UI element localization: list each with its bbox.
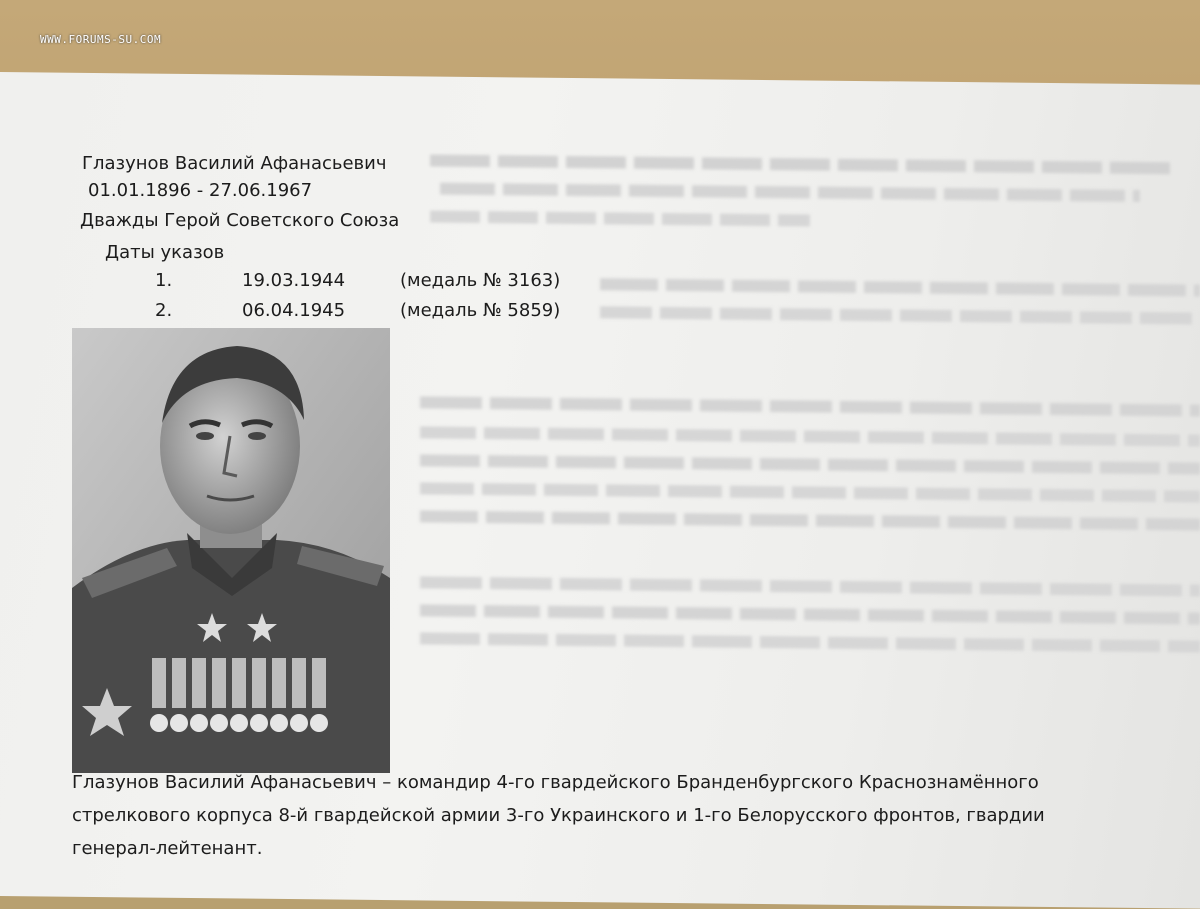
portrait-illustration (72, 328, 390, 773)
show-through-line (420, 454, 1200, 474)
portrait-photo (72, 328, 390, 773)
decree-medal: (медаль № 5859) (400, 300, 561, 321)
show-through-line (600, 278, 1200, 296)
show-through-line (440, 183, 1140, 202)
life-dates: 01.01.1896 - 27.06.1967 (88, 180, 313, 201)
show-through-line (420, 632, 1200, 652)
bio-line: генерал-лейтенант. (72, 838, 263, 859)
bio-line: стрелкового корпуса 8-й гвардейской армии 3-го Украинского и 1-го Белорусского фронтов, гвардии (72, 805, 1045, 826)
hero-title: Дважды Герой Советского Союза (80, 210, 400, 231)
decrees-label: Даты указов (105, 242, 225, 263)
show-through-line (420, 482, 1200, 502)
show-through-line (420, 576, 1200, 596)
show-through-line (420, 510, 1200, 530)
show-through-line (420, 426, 1200, 446)
decree-number: 1. (155, 270, 173, 291)
show-through-line (420, 396, 1200, 416)
bio-line: Глазунов Василий Афанасьевич – командир 4-го гвардейского Бранденбургского Краснознамённого (72, 772, 1039, 793)
decree-number: 2. (155, 300, 173, 321)
show-through-line (430, 211, 810, 227)
show-through-line (600, 306, 1200, 324)
person-name: Глазунов Василий Афанасьевич (82, 153, 387, 174)
decree-date: 06.04.1945 (242, 300, 346, 321)
watermark: WWW.FORUMS-SU.COM (40, 33, 162, 46)
show-through-line (420, 604, 1200, 624)
decree-medal: (медаль № 3163) (400, 270, 561, 291)
decree-date: 19.03.1944 (242, 270, 346, 291)
show-through-line (430, 155, 1170, 175)
